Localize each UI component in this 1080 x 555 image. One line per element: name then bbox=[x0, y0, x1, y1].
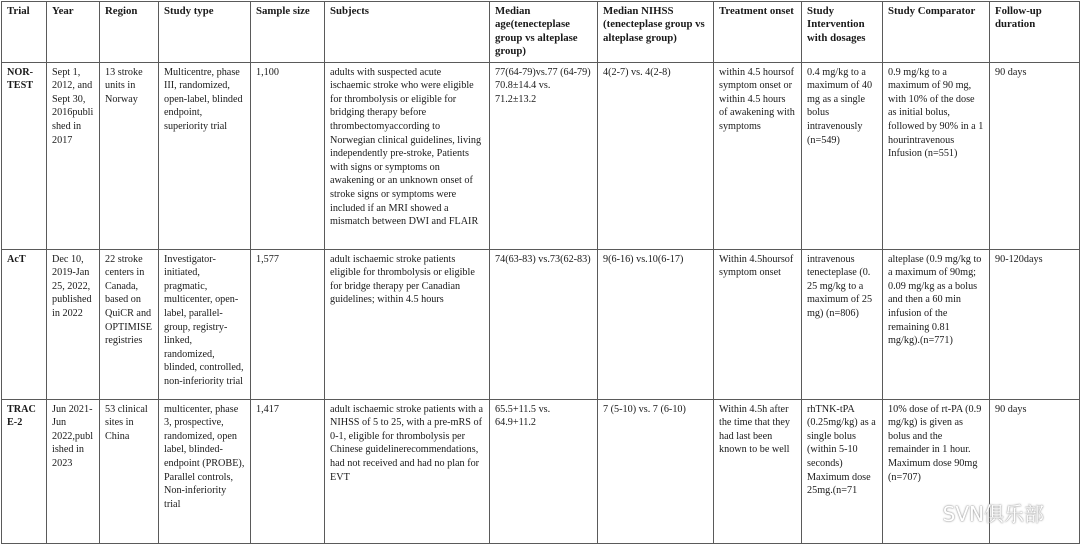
cell-median-nihss: 9(6-16) vs.10(6-17) bbox=[598, 249, 714, 399]
header-followup: Follow-up duration bbox=[990, 2, 1080, 63]
cell-study-type: multicenter, phase 3, prospective, randomized, open label, blinded-endpoint (PROBE), Parallel controls, Non-inferiority trial bbox=[159, 399, 251, 543]
cell-intervention: intravenous tenecteplase (0. 25 mg/kg to a maximum of 25 mg) (n=806) bbox=[802, 249, 883, 399]
cell-subjects: adult ischaemic stroke patients eligible for thrombolysis or eligible for bridge therapy per Canadian guidelines; within 4.5 hours bbox=[325, 249, 490, 399]
cell-comparator: alteplase (0.9 mg/kg to a maximum of 90mg; 0.09 mg/kg as a bolus and then a 60 min infusion of the remaining 0.81 mg/kg).(n=771) bbox=[883, 249, 990, 399]
cell-trial: AcT bbox=[2, 249, 47, 399]
header-region: Region bbox=[100, 2, 159, 63]
header-trial: Trial bbox=[2, 2, 47, 63]
cell-year: Sept 1, 2012, and Sept 30, 2016published in 2017 bbox=[47, 62, 100, 249]
watermark-text: SVN俱乐部 bbox=[942, 502, 1044, 526]
cell-median-age: 77(64-79)vs.77 (64-79) 70.8±14.4 vs. 71.2±13.2 bbox=[490, 62, 598, 249]
header-subjects: Subjects bbox=[325, 2, 490, 63]
cell-region: 53 clinical sites in China bbox=[100, 399, 159, 543]
header-study-type: Study type bbox=[159, 2, 251, 63]
cell-sample-size: 1,577 bbox=[251, 249, 325, 399]
cell-treatment-onset: Within 4.5h after the time that they had last been known to be well bbox=[714, 399, 802, 543]
header-intervention: Study Intervention with dosages bbox=[802, 2, 883, 63]
cell-subjects: adults with suspected acute ischaemic stroke who were eligible for thrombolysis or eligible for bridging therapy before thrombectomyaccording to Norwegian clinical guidelines, living independently pre-stroke, Patients with signs or symptoms on awakening or an unknown onset of stroke signs or symptoms were included if an MRI showed a mismatch between DWI and FLAIR bbox=[325, 62, 490, 249]
header-comparator: Study Comparator bbox=[883, 2, 990, 63]
cell-median-age: 65.5+11.5 vs. 64.9+11.2 bbox=[490, 399, 598, 543]
cell-trial: NOR-TEST bbox=[2, 62, 47, 249]
cell-followup: 90 days bbox=[990, 399, 1080, 543]
cell-trial: TRACE-2 bbox=[2, 399, 47, 543]
cell-followup: 90-120days bbox=[990, 249, 1080, 399]
header-treatment-onset: Treatment onset bbox=[714, 2, 802, 63]
cell-treatment-onset: within 4.5 hoursof symptom onset or within 4.5 hours of awakening with symptoms bbox=[714, 62, 802, 249]
cell-median-nihss: 4(2-7) vs. 4(2-8) bbox=[598, 62, 714, 249]
header-sample-size: Sample size bbox=[251, 2, 325, 63]
header-row bbox=[2, 2, 1080, 63]
cell-study-type: Investigator-initiated, pragmatic, multicenter, open-label, parallel-group, registry-linked, randomized, blinded, controlled, non-inferiority trial bbox=[159, 249, 251, 399]
cell-treatment-onset: Within 4.5hoursof symptom onset bbox=[714, 249, 802, 399]
cell-subjects: adult ischaemic stroke patients with a NIHSS of 5 to 25, with a pre-mRS of 0-1, eligible for thrombolysis per Chinese guidelinerecommendations, had not received and had no plan for EVT bbox=[325, 399, 490, 543]
header-year: Year bbox=[47, 2, 100, 63]
cell-median-age: 74(63-83) vs.73(62-83) bbox=[490, 249, 598, 399]
cell-comparator: 10% dose of rt-PA (0.9 mg/kg) is given as bolus and the remainder in 1 hour. Maximum dose 90mg (n=707) bbox=[883, 399, 990, 543]
cell-followup: 90 days bbox=[990, 62, 1080, 249]
cell-region: 13 stroke units in Norway bbox=[100, 62, 159, 249]
cell-study-type: Multicentre, phase III, randomized, open-label, blinded endpoint, superiority trial bbox=[159, 62, 251, 249]
header-median-age: Median age(tenecteplase group vs alteplase group) bbox=[490, 2, 598, 63]
trials-table bbox=[1, 1, 1080, 544]
wechat-icon bbox=[913, 503, 937, 523]
cell-median-nihss: 7 (5-10) vs. 7 (6-10) bbox=[598, 399, 714, 543]
cell-intervention: 0.4 mg/kg to a maximum of 40 mg as a single bolus intravenously (n=549) bbox=[802, 62, 883, 249]
table-row bbox=[2, 249, 1080, 399]
cell-region: 22 stroke centers in Canada, based on QuiCR and OPTIMISE registries bbox=[100, 249, 159, 399]
cell-year: Jun 2021-Jun 2022,published in 2023 bbox=[47, 399, 100, 543]
cell-sample-size: 1,100 bbox=[251, 62, 325, 249]
cell-intervention: rhTNK-tPA (0.25mg/kg) as a single bolus (within 5-10 seconds) Maximum dose 25mg.(n=71 bbox=[802, 399, 883, 543]
cell-year: Dec 10, 2019-Jan 25, 2022, published in 2022 bbox=[47, 249, 100, 399]
table-row bbox=[2, 62, 1080, 249]
watermark bbox=[913, 498, 1044, 527]
cell-sample-size: 1,417 bbox=[251, 399, 325, 543]
cell-comparator: 0.9 mg/kg to a maximum of 90 mg, with 10% of the dose as initial bolus, followed by 90% in a 1 hourintravenous Infusion (n=551) bbox=[883, 62, 990, 249]
header-median-nihss: Median NIHSS (tenecteplase group vs alteplase group) bbox=[598, 2, 714, 63]
